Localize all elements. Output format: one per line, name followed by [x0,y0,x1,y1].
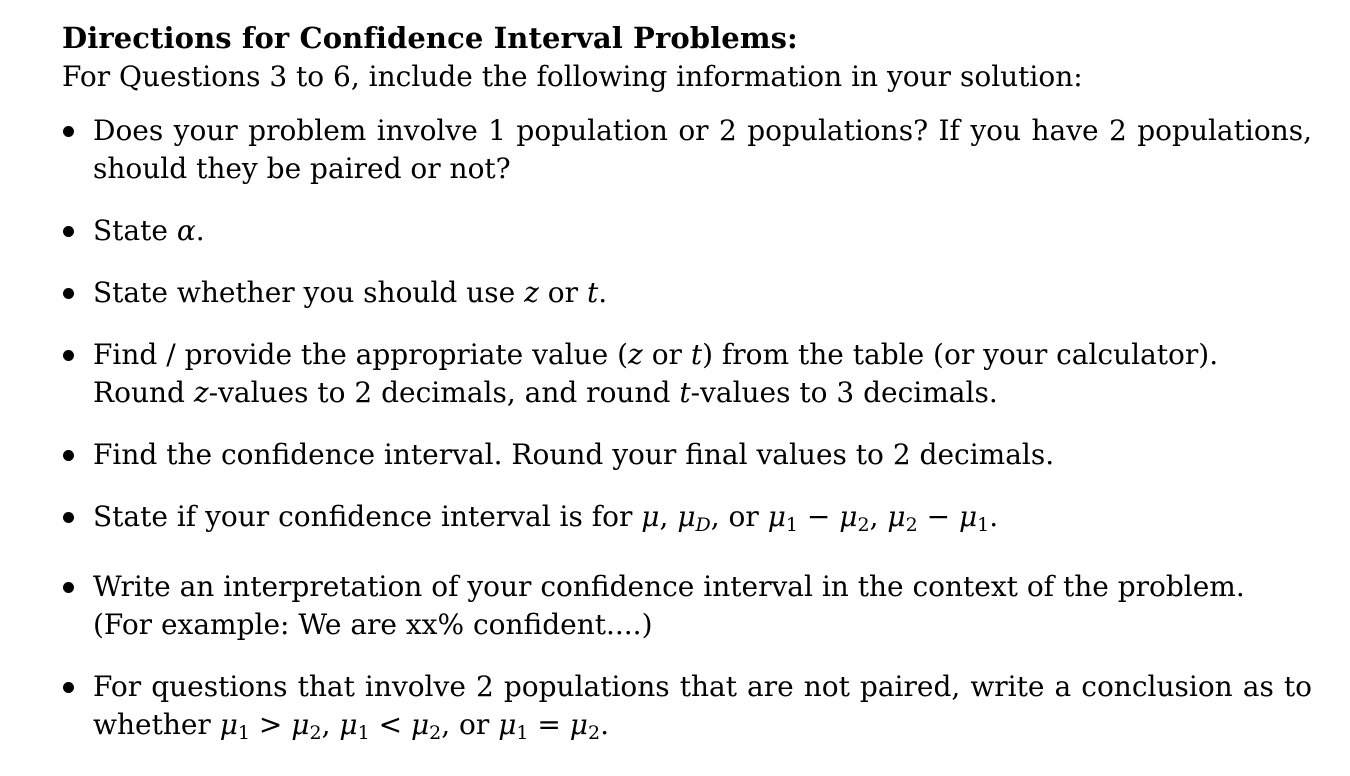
math-symbol: μ [958,500,978,533]
math-operator: > [250,708,292,741]
math-symbol: μ [677,500,696,533]
item-text: whether [93,708,220,741]
list-item [62,112,1312,188]
math-symbol: μ [887,500,906,533]
item-text: Find / provide the appropriate value ( [93,338,629,371]
math-symbol: μ [641,500,660,533]
item-text-line-1: Write an interpretation of your confidence interval in the context of the problem. [93,570,1245,603]
math-symbol: μ [291,708,310,741]
list-item [62,212,1312,250]
math-operator: = [528,708,570,741]
list-item [62,668,1312,752]
math-symbol: μ [219,708,238,741]
math-operator: − [798,500,840,533]
intro-text: For Questions 3 to 6, include the following information in your solution: [62,60,1083,93]
item-text: . [195,214,205,247]
item-text: or [642,338,691,371]
item-text: State [93,214,177,247]
item-text: -values to 3 decimals. [690,376,998,409]
math-operator: < [369,708,411,741]
item-text: or [538,276,587,309]
math-subscript: 2 [309,722,322,744]
item-text-line-2 [93,706,1312,752]
math-symbol: t [586,276,599,309]
math-subscript: 2 [857,514,870,536]
list-item [62,498,1312,544]
item-text: State whether you should use [93,276,525,309]
item-text: Find the confidence interval. Round your final values to 2 decimals. [93,438,1055,471]
item-text: -values to 2 decimals, and round [208,376,680,409]
math-symbol: t [690,338,703,371]
item-text-line-2: (For example: We are xx% confident....) [93,608,653,641]
item-text: Round [93,376,194,409]
math-subscript: 2 [429,722,442,744]
math-subscript: 1 [357,722,370,744]
math-subscript: 2 [905,514,918,536]
list-item [62,274,1312,312]
math-symbol: μ [767,500,786,533]
item-text-line-1: Does your problem involve 1 population or 2 populations? If you have 2 populations, [93,114,1312,147]
document [62,18,1312,776]
math-subscript: 1 [237,722,251,744]
math-symbol: μ [339,708,358,741]
math-subscript: 1 [977,514,990,536]
math-symbol: z [628,338,643,371]
math-subscript: 1 [516,722,529,744]
math-symbol: μ [569,708,588,741]
item-text-line-2 [93,374,1312,412]
item-text: , [659,500,678,533]
math-operator: − [917,500,959,533]
math-subscript: 1 [785,514,798,536]
list-item [62,568,1312,644]
item-text: . [598,276,608,309]
math-symbol: μ [839,500,858,533]
item-text: , or [441,708,499,741]
item-text-line-2: should they be paired or not? [93,152,511,185]
item-text: , or [710,500,768,533]
math-symbol: t [679,376,691,409]
math-symbol: μ [410,708,430,741]
list-item [62,336,1312,412]
item-text-line-1 [93,336,1312,374]
item-text: , [869,500,888,533]
item-text: State if your confidence interval is for [93,500,642,533]
math-symbol: α [176,214,196,247]
item-text: . [600,708,609,741]
math-symbol: z [524,276,539,309]
list-item [62,436,1312,474]
math-subscript: 2 [587,722,601,744]
item-text: ) from the table (or your calculator). [702,338,1219,371]
math-symbol: μ [498,708,517,741]
math-subscript: D [695,514,711,536]
item-text-line-1: For questions that involve 2 populations that are not paired, write a conclusion as to [93,670,1312,703]
directions-list [62,112,1312,752]
math-symbol: z [193,376,209,409]
item-text: , [321,708,340,741]
item-text: . [989,500,999,533]
page-title: Directions for Confidence Interval Problems: [62,21,798,55]
